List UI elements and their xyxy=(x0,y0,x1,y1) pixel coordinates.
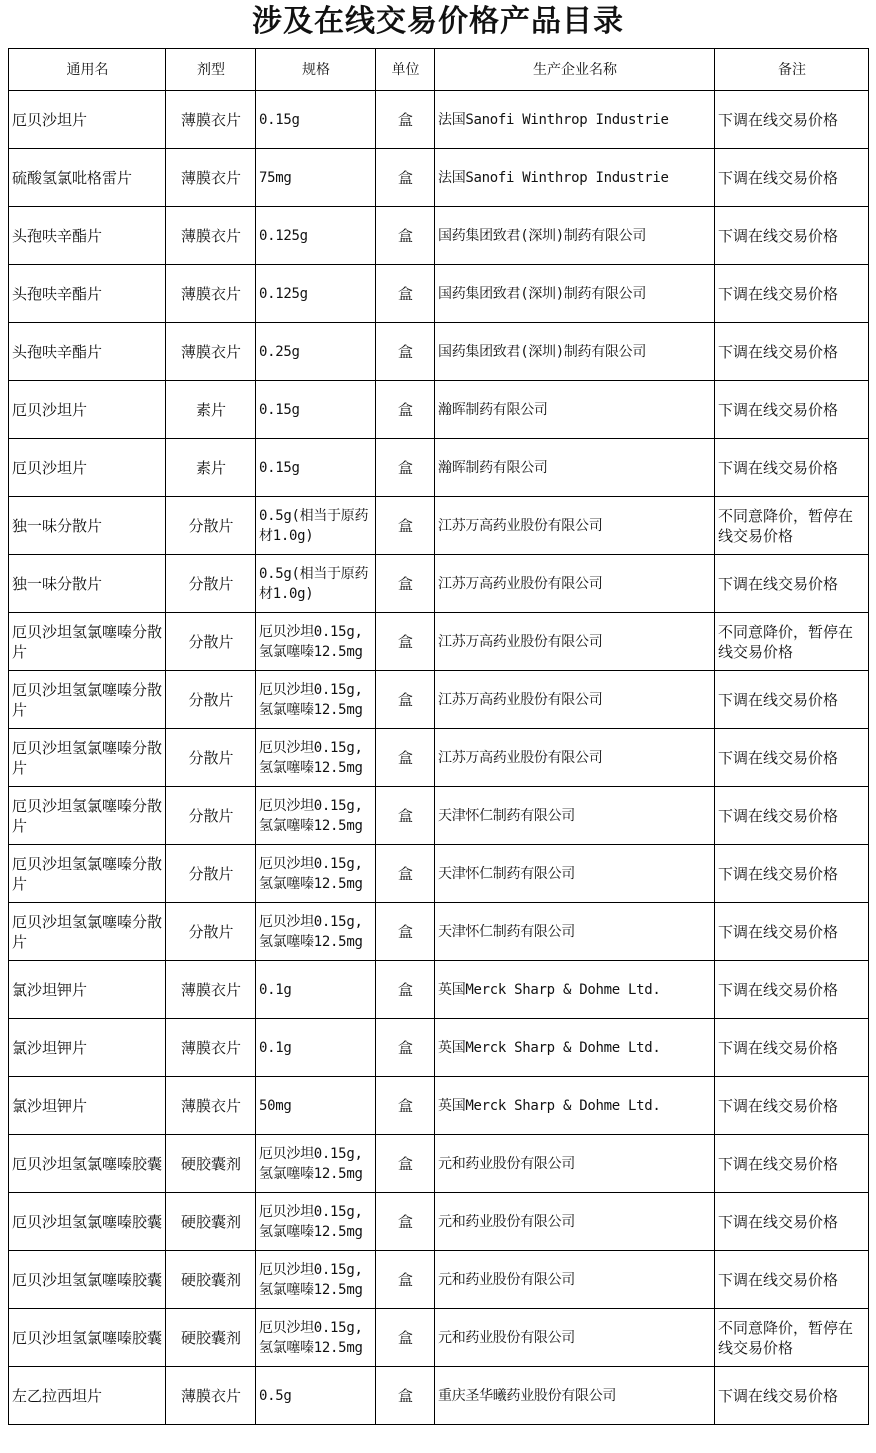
table-row xyxy=(9,439,869,497)
cell-manufacturer: 英国Merck Sharp & Dohme Ltd. xyxy=(435,1019,715,1077)
cell-dosage-form: 素片 xyxy=(166,439,256,497)
cell-unit: 盒 xyxy=(376,265,435,323)
header-unit: 单位 xyxy=(376,49,435,91)
cell-manufacturer: 元和药业股份有限公司 xyxy=(435,1251,715,1309)
cell-dosage-form: 薄膜衣片 xyxy=(166,149,256,207)
cell-manufacturer: 国药集团致君(深圳)制药有限公司 xyxy=(435,265,715,323)
cell-dosage-form: 薄膜衣片 xyxy=(166,207,256,265)
cell-specification: 75mg xyxy=(256,149,376,207)
cell-dosage-form: 分散片 xyxy=(166,787,256,845)
table-row xyxy=(9,613,869,671)
cell-generic-name: 厄贝沙坦氢氯噻嗪胶囊 xyxy=(9,1193,166,1251)
cell-dosage-form: 分散片 xyxy=(166,497,256,555)
cell-manufacturer: 重庆圣华曦药业股份有限公司 xyxy=(435,1367,715,1425)
cell-manufacturer: 天津怀仁制药有限公司 xyxy=(435,787,715,845)
cell-specification: 0.1g xyxy=(256,961,376,1019)
cell-unit: 盒 xyxy=(376,1019,435,1077)
cell-manufacturer: 瀚晖制药有限公司 xyxy=(435,381,715,439)
cell-generic-name: 左乙拉西坦片 xyxy=(9,1367,166,1425)
header-manufacturer: 生产企业名称 xyxy=(435,49,715,91)
cell-generic-name: 头孢呋辛酯片 xyxy=(9,207,166,265)
cell-unit: 盒 xyxy=(376,91,435,149)
cell-specification: 厄贝沙坦0.15g,氢氯噻嗪12.5mg xyxy=(256,729,376,787)
table-row xyxy=(9,1135,869,1193)
cell-dosage-form: 硬胶囊剂 xyxy=(166,1193,256,1251)
cell-unit: 盒 xyxy=(376,1077,435,1135)
table-row xyxy=(9,323,869,381)
cell-specification: 厄贝沙坦0.15g,氢氯噻嗪12.5mg xyxy=(256,1193,376,1251)
header-remark: 备注 xyxy=(715,49,869,91)
cell-remark: 下调在线交易价格 xyxy=(715,845,869,903)
cell-specification: 0.5g xyxy=(256,1367,376,1425)
table-row xyxy=(9,149,869,207)
cell-dosage-form: 薄膜衣片 xyxy=(166,1077,256,1135)
cell-generic-name: 独一味分散片 xyxy=(9,497,166,555)
cell-dosage-form: 硬胶囊剂 xyxy=(166,1135,256,1193)
cell-remark: 下调在线交易价格 xyxy=(715,1193,869,1251)
cell-unit: 盒 xyxy=(376,1135,435,1193)
table-row xyxy=(9,555,869,613)
cell-specification: 0.5g(相当于原药材1.0g) xyxy=(256,555,376,613)
table-row xyxy=(9,845,869,903)
cell-generic-name: 氯沙坦钾片 xyxy=(9,961,166,1019)
cell-unit: 盒 xyxy=(376,1193,435,1251)
cell-generic-name: 厄贝沙坦氢氯噻嗪分散片 xyxy=(9,903,166,961)
cell-remark: 下调在线交易价格 xyxy=(715,323,869,381)
table-row xyxy=(9,381,869,439)
table-row xyxy=(9,1309,869,1367)
cell-dosage-form: 分散片 xyxy=(166,555,256,613)
cell-specification: 厄贝沙坦0.15g,氢氯噻嗪12.5mg xyxy=(256,1251,376,1309)
cell-remark: 下调在线交易价格 xyxy=(715,439,869,497)
cell-specification: 0.15g xyxy=(256,439,376,497)
table-row xyxy=(9,1251,869,1309)
cell-manufacturer: 江苏万高药业股份有限公司 xyxy=(435,497,715,555)
cell-dosage-form: 硬胶囊剂 xyxy=(166,1309,256,1367)
cell-unit: 盒 xyxy=(376,207,435,265)
table-row xyxy=(9,1019,869,1077)
cell-manufacturer: 元和药业股份有限公司 xyxy=(435,1135,715,1193)
cell-remark: 不同意降价，暂停在线交易价格 xyxy=(715,613,869,671)
header-specification: 规格 xyxy=(256,49,376,91)
cell-generic-name: 厄贝沙坦片 xyxy=(9,381,166,439)
cell-manufacturer: 江苏万高药业股份有限公司 xyxy=(435,613,715,671)
cell-generic-name: 独一味分散片 xyxy=(9,555,166,613)
table-row xyxy=(9,497,869,555)
cell-manufacturer: 江苏万高药业股份有限公司 xyxy=(435,671,715,729)
table-row xyxy=(9,787,869,845)
cell-dosage-form: 薄膜衣片 xyxy=(166,265,256,323)
cell-specification: 厄贝沙坦0.15g,氢氯噻嗪12.5mg xyxy=(256,671,376,729)
cell-dosage-form: 薄膜衣片 xyxy=(166,323,256,381)
cell-remark: 下调在线交易价格 xyxy=(715,207,869,265)
table-row xyxy=(9,671,869,729)
cell-dosage-form: 分散片 xyxy=(166,613,256,671)
cell-dosage-form: 分散片 xyxy=(166,903,256,961)
cell-unit: 盒 xyxy=(376,1367,435,1425)
cell-remark: 下调在线交易价格 xyxy=(715,729,869,787)
cell-generic-name: 氯沙坦钾片 xyxy=(9,1019,166,1077)
cell-generic-name: 头孢呋辛酯片 xyxy=(9,323,166,381)
cell-remark: 下调在线交易价格 xyxy=(715,149,869,207)
cell-remark: 下调在线交易价格 xyxy=(715,1135,869,1193)
cell-specification: 50mg xyxy=(256,1077,376,1135)
cell-unit: 盒 xyxy=(376,555,435,613)
cell-unit: 盒 xyxy=(376,381,435,439)
cell-manufacturer: 江苏万高药业股份有限公司 xyxy=(435,555,715,613)
cell-unit: 盒 xyxy=(376,149,435,207)
cell-remark: 下调在线交易价格 xyxy=(715,381,869,439)
cell-remark: 下调在线交易价格 xyxy=(715,1077,869,1135)
cell-manufacturer: 元和药业股份有限公司 xyxy=(435,1309,715,1367)
header-dosage-form: 剂型 xyxy=(166,49,256,91)
cell-manufacturer: 国药集团致君(深圳)制药有限公司 xyxy=(435,323,715,381)
cell-dosage-form: 素片 xyxy=(166,381,256,439)
header-generic-name: 通用名 xyxy=(9,49,166,91)
cell-remark: 下调在线交易价格 xyxy=(715,787,869,845)
cell-generic-name: 硫酸氢氯吡格雷片 xyxy=(9,149,166,207)
cell-dosage-form: 薄膜衣片 xyxy=(166,1019,256,1077)
cell-generic-name: 厄贝沙坦氢氯噻嗪分散片 xyxy=(9,671,166,729)
cell-specification: 0.25g xyxy=(256,323,376,381)
cell-manufacturer: 法国Sanofi Winthrop Industrie xyxy=(435,91,715,149)
cell-remark: 下调在线交易价格 xyxy=(715,671,869,729)
cell-specification: 0.125g xyxy=(256,265,376,323)
cell-specification: 0.1g xyxy=(256,1019,376,1077)
cell-unit: 盒 xyxy=(376,323,435,381)
cell-manufacturer: 法国Sanofi Winthrop Industrie xyxy=(435,149,715,207)
cell-specification: 厄贝沙坦0.15g,氢氯噻嗪12.5mg xyxy=(256,787,376,845)
cell-remark: 下调在线交易价格 xyxy=(715,1251,869,1309)
cell-generic-name: 厄贝沙坦片 xyxy=(9,91,166,149)
cell-remark: 下调在线交易价格 xyxy=(715,1019,869,1077)
cell-generic-name: 厄贝沙坦片 xyxy=(9,439,166,497)
cell-specification: 0.125g xyxy=(256,207,376,265)
table-row xyxy=(9,903,869,961)
cell-remark: 下调在线交易价格 xyxy=(715,903,869,961)
cell-remark: 下调在线交易价格 xyxy=(715,91,869,149)
cell-manufacturer: 天津怀仁制药有限公司 xyxy=(435,903,715,961)
cell-manufacturer: 国药集团致君(深圳)制药有限公司 xyxy=(435,207,715,265)
cell-dosage-form: 薄膜衣片 xyxy=(166,91,256,149)
cell-specification: 厄贝沙坦0.15g,氢氯噻嗪12.5mg xyxy=(256,1135,376,1193)
cell-unit: 盒 xyxy=(376,787,435,845)
cell-remark: 下调在线交易价格 xyxy=(715,1367,869,1425)
cell-dosage-form: 分散片 xyxy=(166,671,256,729)
table-row xyxy=(9,91,869,149)
cell-specification: 0.15g xyxy=(256,381,376,439)
cell-unit: 盒 xyxy=(376,1251,435,1309)
cell-generic-name: 厄贝沙坦氢氯噻嗪分散片 xyxy=(9,845,166,903)
cell-remark: 不同意降价，暂停在线交易价格 xyxy=(715,497,869,555)
cell-manufacturer: 天津怀仁制药有限公司 xyxy=(435,845,715,903)
product-table xyxy=(8,48,869,1425)
cell-unit: 盒 xyxy=(376,729,435,787)
cell-unit: 盒 xyxy=(376,1309,435,1367)
cell-generic-name: 厄贝沙坦氢氯噻嗪胶囊 xyxy=(9,1251,166,1309)
cell-dosage-form: 薄膜衣片 xyxy=(166,1367,256,1425)
cell-specification: 厄贝沙坦0.15g,氢氯噻嗪12.5mg xyxy=(256,1309,376,1367)
cell-manufacturer: 英国Merck Sharp & Dohme Ltd. xyxy=(435,1077,715,1135)
cell-unit: 盒 xyxy=(376,613,435,671)
cell-specification: 厄贝沙坦0.15g,氢氯噻嗪12.5mg xyxy=(256,613,376,671)
cell-dosage-form: 分散片 xyxy=(166,729,256,787)
cell-manufacturer: 瀚晖制药有限公司 xyxy=(435,439,715,497)
cell-remark: 下调在线交易价格 xyxy=(715,961,869,1019)
cell-generic-name: 厄贝沙坦氢氯噻嗪分散片 xyxy=(9,729,166,787)
cell-remark: 下调在线交易价格 xyxy=(715,555,869,613)
cell-specification: 0.5g(相当于原药材1.0g) xyxy=(256,497,376,555)
cell-unit: 盒 xyxy=(376,439,435,497)
cell-manufacturer: 英国Merck Sharp & Dohme Ltd. xyxy=(435,961,715,1019)
page-title: 涉及在线交易价格产品目录 xyxy=(252,4,624,39)
cell-unit: 盒 xyxy=(376,497,435,555)
cell-specification: 0.15g xyxy=(256,91,376,149)
cell-specification: 厄贝沙坦0.15g,氢氯噻嗪12.5mg xyxy=(256,845,376,903)
cell-generic-name: 厄贝沙坦氢氯噻嗪胶囊 xyxy=(9,1135,166,1193)
cell-manufacturer: 元和药业股份有限公司 xyxy=(435,1193,715,1251)
cell-manufacturer: 江苏万高药业股份有限公司 xyxy=(435,729,715,787)
cell-generic-name: 厄贝沙坦氢氯噻嗪分散片 xyxy=(9,787,166,845)
cell-unit: 盒 xyxy=(376,845,435,903)
cell-generic-name: 厄贝沙坦氢氯噻嗪分散片 xyxy=(9,613,166,671)
cell-remark: 下调在线交易价格 xyxy=(715,265,869,323)
table-row xyxy=(9,1193,869,1251)
cell-dosage-form: 薄膜衣片 xyxy=(166,961,256,1019)
table-row xyxy=(9,961,869,1019)
cell-generic-name: 氯沙坦钾片 xyxy=(9,1077,166,1135)
table-row xyxy=(9,1077,869,1135)
cell-specification: 厄贝沙坦0.15g,氢氯噻嗪12.5mg xyxy=(256,903,376,961)
cell-unit: 盒 xyxy=(376,903,435,961)
cell-dosage-form: 硬胶囊剂 xyxy=(166,1251,256,1309)
cell-generic-name: 厄贝沙坦氢氯噻嗪胶囊 xyxy=(9,1309,166,1367)
cell-unit: 盒 xyxy=(376,961,435,1019)
cell-generic-name: 头孢呋辛酯片 xyxy=(9,265,166,323)
cell-unit: 盒 xyxy=(376,671,435,729)
cell-remark: 不同意降价，暂停在线交易价格 xyxy=(715,1309,869,1367)
table-row xyxy=(9,207,869,265)
table-row xyxy=(9,729,869,787)
table-row xyxy=(9,1367,869,1425)
cell-dosage-form: 分散片 xyxy=(166,845,256,903)
table-row xyxy=(9,265,869,323)
table-header-row xyxy=(9,49,869,91)
